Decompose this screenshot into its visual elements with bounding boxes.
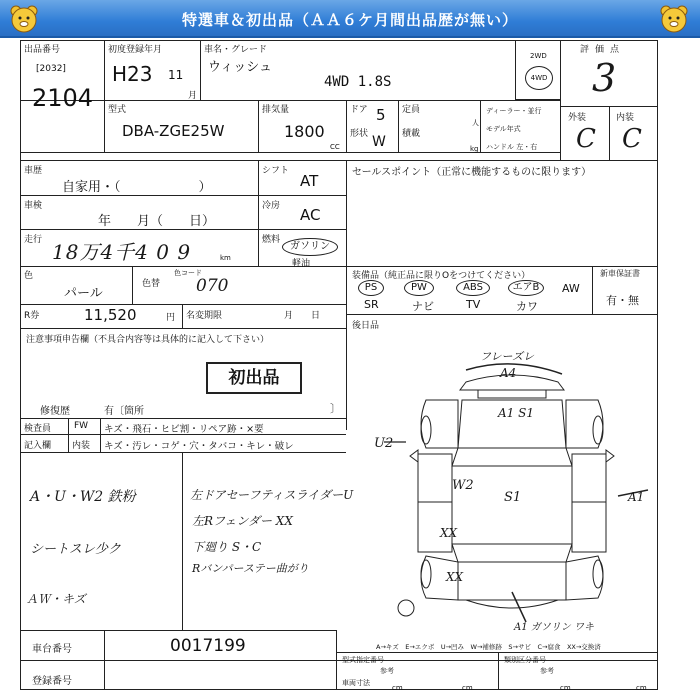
note-left-1: A・U・W2 鉄粉 [30,489,136,505]
equip-airbag: エアB [508,280,544,296]
history-label: 車歴 [24,166,43,176]
inspection-fw-label: FW [74,421,89,431]
drive-4wd-circled: 4WD [525,66,553,90]
entry-label: 記入欄 [24,441,52,451]
month-unit: 月 [188,91,198,101]
note-left-2: シートスレ少ク [30,542,121,557]
header-banner [0,0,700,38]
first-registration-label: 初度登録年月 [108,45,163,55]
equip-leather: カワ [516,300,538,313]
fuel-diesel: 軽油 [292,259,311,269]
car-grade: 4WD 1.8S [324,74,392,90]
note-left-3: ＡＷ・キズ [26,592,86,606]
banner-title: 特選車＆初出品（ＡＡ６ケ月間出品歴が無い） [181,11,518,29]
ref-label-1: 参考 [380,667,394,675]
equip-sr: SR [364,298,379,311]
mark-center: S1 [504,490,522,505]
inspector-label: 検査員 [24,424,52,434]
mark-right-side: A1 [628,490,645,504]
color-code-value: 070 [196,276,229,296]
mark-front: A4 [500,366,517,380]
mark-bottom: A1 ガソリン ワキ [514,622,594,633]
size-unit-1: cm [392,684,403,692]
note-right-1: 左ドアセーフティスライダーU [190,488,354,502]
score-label: 評価点 [580,45,626,55]
color-code-label: 色コード [174,269,202,277]
note-right-4: Rバンパーステー曲がり [192,562,309,575]
interior-label: 内装 [616,113,635,123]
model-label: 型式 [108,105,127,115]
chassis-number-value: 0017199 [170,636,246,656]
mark-roof: W2 [452,478,474,493]
mark-left-rear-door: XX [440,526,458,540]
mileage-unit: km [220,254,231,262]
lot-code: [2032] [36,64,66,74]
repair-label: 修復歴 [40,406,70,417]
exterior-label: 外装 [568,113,587,123]
first-listing-stamp: 初出品 [206,362,302,394]
load-unit: kg [470,145,479,153]
color-change-label: 色替 [142,279,161,289]
equip-abs: ABS [456,280,490,296]
mark-top-note: フレーズレ [480,350,535,363]
shape-value: W [372,134,386,150]
registration-number-label: 登録番号 [32,676,72,687]
notice-label: 注意事項申告欄（不具合内容等は具体的に記入して下さい） [26,335,270,345]
car-name: ウィッシュ [208,60,272,75]
score-value: 3 [592,56,617,100]
lot-number: 2104 [32,84,94,112]
doors-value: 5 [376,106,386,124]
equip-navi: ナビ [412,300,434,313]
equip-ps: PS [358,280,384,296]
color-value: パール [64,286,103,301]
ac-label: 冷房 [262,201,281,211]
mark-left-rear: XX [446,570,464,584]
name-grade-label: 車名・グレード [204,45,268,55]
capacity-label: 定員 [402,105,421,115]
size-unit-2: cm [462,684,473,692]
bear-mascot-icon [656,3,692,35]
fuel-label: 燃料 [262,235,281,245]
displacement-value: 1800 [284,122,325,141]
inspection-interior-text: キズ・汚レ・コゲ・穴・タバコ・キレ・破レ [104,441,294,452]
rear-items-label: 後日品 [352,321,380,331]
model-year-label: モデル年式 [486,125,521,133]
mark-hood: A1 S1 [498,406,534,420]
handle-label: ハンドル 左・右 [486,143,538,151]
shape-label: 形状 [350,129,369,139]
recycle-label: R券 [24,311,40,321]
load-label: 積載 [402,129,421,139]
mileage-value: 18万4千4 0 9 [52,240,192,264]
model-value: DBA-ZGE25W [122,122,225,140]
approval-number-label: 型式指定番号 [342,656,384,664]
vehicle-size-label: 車両寸法 [342,679,370,687]
drive-2wd: 2WD [530,52,547,60]
ac-value: AC [300,206,321,224]
interior-value: C [622,124,642,154]
shift-value: AT [300,172,319,190]
repair-value: 有〔箇所 [104,406,144,417]
note-right-3: 下廻り S・C [192,540,262,554]
note-right-2: 左Rフェンダー XX [192,514,293,528]
ref-label-2: 参考 [540,667,554,675]
history-value: 自家用・（ ） [62,180,212,195]
fuel-gas-circled: ガソリン [282,238,338,256]
doors-label: ドア [350,105,368,115]
category-number-label: 類別区分番号 [504,656,546,664]
warranty-value: 有・無 [606,294,639,307]
first-registration-year: H23 [112,62,153,86]
repair-bracket: 〕 [330,402,341,415]
capacity-unit: 人 [472,119,479,127]
inspection-fw-text: キズ・飛石・ヒビ割・リペア跡・×要 [104,424,264,435]
displacement-label: 排気量 [262,105,290,115]
equip-aw: AW [562,282,580,295]
dealer-label: ディーラー・並行 [486,107,542,115]
name-change-label: 名変期限 [186,311,223,321]
name-change-unit: 月 日 [284,311,321,321]
exterior-value: C [576,124,596,154]
inspection-interior-label: 内装 [72,441,91,451]
equip-pw: PW [404,280,434,296]
mark-left-front: U2 [374,436,394,451]
size-unit-4: cm [636,684,647,692]
chassis-number-label: 車台番号 [32,644,72,655]
recycle-unit: 円 [166,313,176,323]
sales-point-label: セールスポイント（正常に機能するものに限ります） [352,167,592,178]
inspection-value: 年 月（ 日） [98,214,216,229]
shift-label: シフト [262,166,290,176]
equip-tv: TV [466,298,481,311]
first-registration-month: 11 [168,68,184,82]
mileage-label: 走行 [24,235,43,245]
color-label: 色 [24,271,34,281]
recycle-value: 11,520 [84,306,137,324]
warranty-label: 新車保証書 [600,269,640,278]
size-unit-3: cm [560,684,571,692]
inspection-label: 車検 [24,201,43,211]
damage-legend: A→キズ E→エクボ U→凹み W→補修跡 S→サビ C→腐食 XX→交換済 [376,643,601,651]
equipment-label: 装備品（純正品に限りOをつけてください） [352,271,531,281]
lot-number-label: 出品番号 [24,45,61,55]
displacement-unit: CC [330,143,340,151]
